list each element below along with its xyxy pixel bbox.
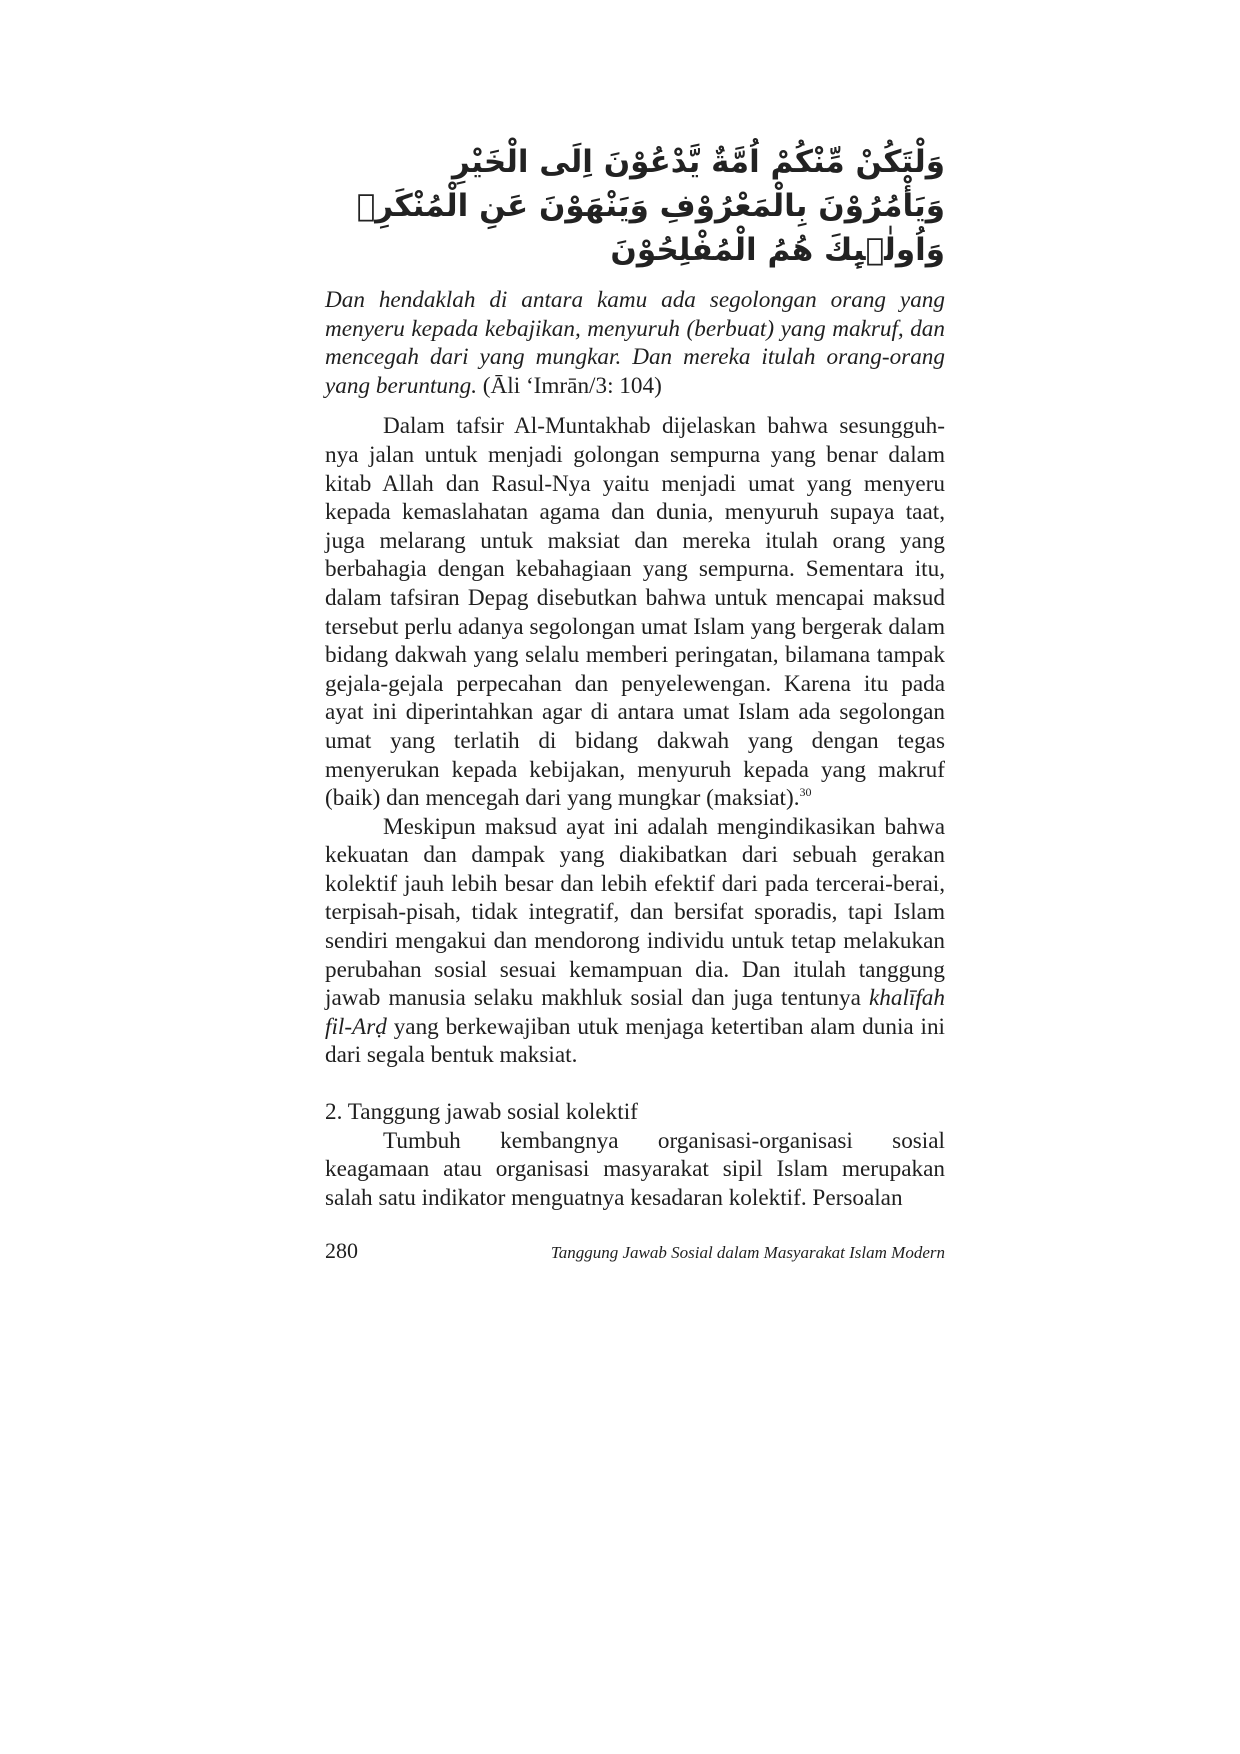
paragraph-tafsir	[325, 412, 945, 812]
translation-text: Dan hendaklah di antara kamu ada segolongan orang yang menyeru kepada kebajikan, menyuruh (berbuat) yang makruf, dan mencegah dari yang mungkar. Dan mereka itulah orang-orang yang beruntung.	[325, 287, 945, 399]
section-heading: 2. Tanggung jawab sosial kolektif	[325, 1099, 638, 1126]
verse-reference: (Āli ‘Imrān/3: 104)	[482, 372, 662, 399]
running-title: Tanggung Jawab Sosial dalam Masyarakat Islam Modern	[550, 1243, 945, 1262]
paragraph-2-text-b: yang berkewajiban utuk menjaga ketertiban alam dunia ini dari segala bentuk maksiat.	[325, 1013, 946, 1069]
paragraph-2-text-a: Meskipun maksud ayat ini adalah mengindikasikan bahwa kekuatan dan dampak yang diakibatkan dari sebuah gerakan kolektif jauh lebih besar dan lebih efektif dari pada tercerai-berai, terpisah-pisah, tidak integratif, dan bersifat sporadis, tapi Islam sendiri mengakui dan mendorong individu untuk tetap melakukan perubahan sosial sesuai kemampuan dia. Dan itulah tanggung jawab manusia selaku makhluk sosial dan juga tentunya	[325, 813, 945, 1012]
arabic-verse	[325, 140, 945, 272]
paragraph-individual-change	[325, 813, 945, 1070]
page-footer	[325, 1238, 945, 1264]
arabic-verse-line-1: وَلْتَكُنْ مِّنْكُمْ اُمَّةٌ يَّدْعُوْنَ اِلَى الْخَيْرِ وَيَأْمُرُوْنَ بِالْمَعْرُوْفِ وَيَنْهَوْنَ عَنِ الْمُنْكَرِۗ	[356, 144, 945, 224]
paragraph-1-text: Dalam tafsir Al-Muntakhab dijelaskan bahwa sesungguh-nya jalan untuk menjadi golongan sempurna yang benar dalam kitab Allah dan Rasul-Nya yaitu menjadi umat yang menyeru kepada kemaslahatan agama dan dunia, menyuruh supaya taat, juga melarang untuk maksiat dan mereka itulah orang yang berbahagia dengan kebahagiaan yang sempurna. Sementara itu, dalam tafsiran Depag disebutkan bahwa untuk mencapai maksud tersebut perlu adanya segolongan umat Islam yang bergerak dalam bidang dakwah yang selalu memberi peringatan, bilamana tampak gejala-gejala perpecahan dan penyelewengan. Karena itu pada ayat ini diperintahkan agar di antara umat Islam ada segolongan umat yang terlatih di bidang dakwah yang dengan tegas menyerukan kepada kebijakan, menyuruh kepada yang makruf (baik) dan mencegah dari yang mungkar (maksiat).	[325, 413, 945, 812]
page-number: 280	[325, 1238, 358, 1263]
paragraph-collective: Tumbuh kembangnya organisasi-organisasi sosial keagamaan atau organisasi masyarakat sipil Islam merupakan salah satu indikator menguatnya kesadaran kolektif. Persoalan	[325, 1127, 945, 1211]
text-column	[325, 140, 945, 1212]
khalifah-term: khalīfah fil-Arḍ	[325, 985, 945, 1040]
arabic-verse-line-2: وَاُولٰۤىِٕكَ هُمُ الْمُفْلِحُوْنَ	[610, 232, 945, 268]
section-spacer	[325, 1070, 945, 1098]
verse-translation	[325, 286, 945, 400]
footnote-marker: 30	[799, 785, 812, 800]
